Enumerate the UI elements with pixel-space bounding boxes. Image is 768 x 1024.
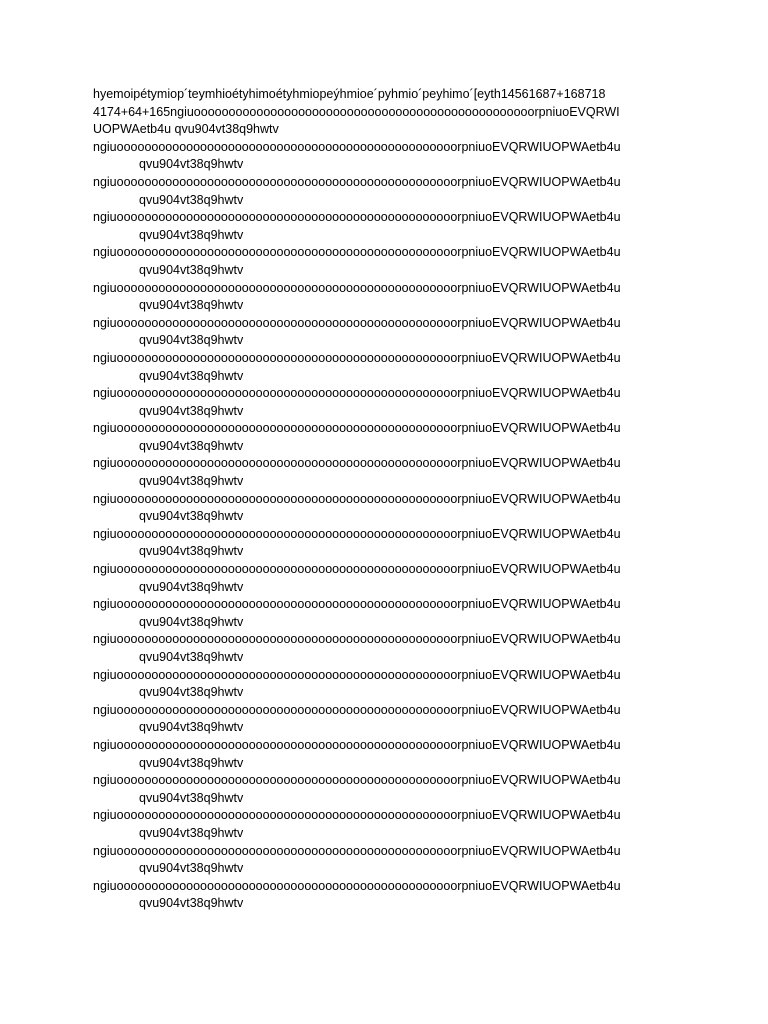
list-item: [93, 315, 693, 350]
entry-continuation-line: qvu904vt38q9hwtv: [139, 614, 244, 629]
entry-continuation-line: qvu904vt38q9hwtv: [139, 755, 244, 770]
entry-continuation-line: qvu904vt38q9hwtv: [139, 861, 244, 876]
intro-line: 4174+64+165ngiuooooooooooooooooooooooooooooooooooooooooooooooooorpniuoEVQRWI: [93, 104, 620, 119]
list-item: [93, 139, 693, 174]
list-item: [93, 772, 693, 807]
entry-continuation-line: qvu904vt38q9hwtv: [139, 509, 244, 524]
entry-main-line: ngiuooooooooooooooooooooooooooooooooooooooooooooooooorpniuoEVQRWIUOPWAetb4u: [93, 280, 621, 295]
entry-continuation-line: qvu904vt38q9hwtv: [139, 157, 244, 172]
entry-main-line: ngiuooooooooooooooooooooooooooooooooooooooooooooooooorpniuoEVQRWIUOPWAetb4u: [93, 526, 621, 541]
entry-continuation-line: qvu904vt38q9hwtv: [139, 685, 244, 700]
entry-continuation-line: qvu904vt38q9hwtv: [139, 368, 244, 383]
intro-line: hyemoipétymiop´teymhioétyhimoétyhmiopeýhmioe´pyhmio´peyhimo´[eyth14561687+168718: [93, 87, 606, 101]
list-item: [93, 280, 693, 315]
entry-main-line: ngiuooooooooooooooooooooooooooooooooooooooooooooooooorpniuoEVQRWIUOPWAetb4u: [93, 702, 621, 717]
list-item: [93, 702, 693, 737]
list-item: [93, 385, 693, 420]
list-item: [93, 807, 693, 842]
list-item: [93, 491, 693, 526]
entry-main-line: ngiuooooooooooooooooooooooooooooooooooooooooooooooooorpniuoEVQRWIUOPWAetb4u: [93, 808, 621, 823]
entry-continuation-line: qvu904vt38q9hwtv: [139, 579, 244, 594]
entry-continuation-line: qvu904vt38q9hwtv: [139, 333, 244, 348]
entry-main-line: ngiuooooooooooooooooooooooooooooooooooooooooooooooooorpniuoEVQRWIUOPWAetb4u: [93, 421, 621, 436]
list-item: [93, 596, 693, 631]
intro-line: UOPWAetb4u qvu904vt38q9hwtv: [93, 122, 279, 137]
entry-main-line: ngiuooooooooooooooooooooooooooooooooooooooooooooooooorpniuoEVQRWIUOPWAetb4u: [93, 667, 621, 682]
list-item: [93, 209, 693, 244]
entry-continuation-line: qvu904vt38q9hwtv: [139, 403, 244, 418]
entry-main-line: ngiuooooooooooooooooooooooooooooooooooooooooooooooooorpniuoEVQRWIUOPWAetb4u: [93, 386, 621, 401]
entry-continuation-line: qvu904vt38q9hwtv: [139, 790, 244, 805]
entry-main-line: ngiuooooooooooooooooooooooooooooooooooooooooooooooooorpniuoEVQRWIUOPWAetb4u: [93, 737, 621, 752]
entry-continuation-line: qvu904vt38q9hwtv: [139, 227, 244, 242]
list-item: [93, 843, 693, 878]
list-item: [93, 878, 693, 913]
list-item: [93, 561, 693, 596]
entry-continuation-line: qvu904vt38q9hwtv: [139, 650, 244, 664]
entry-main-line: ngiuooooooooooooooooooooooooooooooooooooooooooooooooorpniuoEVQRWIUOPWAetb4u: [93, 245, 621, 260]
entry-continuation-line: qvu904vt38q9hwtv: [139, 192, 244, 207]
entry-continuation-line: qvu904vt38q9hwtv: [139, 262, 244, 277]
entry-main-line: ngiuooooooooooooooooooooooooooooooooooooooooooooooooorpniuoEVQRWIUOPWAetb4u: [93, 562, 621, 577]
entry-continuation-line: qvu904vt38q9hwtv: [139, 298, 244, 313]
entry-main-line: ngiuooooooooooooooooooooooooooooooooooooooooooooooooorpniuoEVQRWIUOPWAetb4u: [93, 597, 621, 612]
intro-paragraph: [93, 86, 693, 139]
list-item: [93, 526, 693, 561]
list-item: [93, 667, 693, 702]
document-page: [93, 86, 693, 913]
list-item: [93, 244, 693, 279]
list-item: [93, 631, 693, 666]
entry-list: [93, 139, 693, 913]
entry-continuation-line: qvu904vt38q9hwtv: [139, 825, 244, 840]
entry-main-line: ngiuooooooooooooooooooooooooooooooooooooooooooooooooorpniuoEVQRWIUOPWAetb4u: [93, 878, 621, 893]
entry-continuation-line: qvu904vt38q9hwtv: [139, 474, 244, 489]
entry-main-line: ngiuooooooooooooooooooooooooooooooooooooooooooooooooorpniuoEVQRWIUOPWAetb4u: [93, 139, 621, 154]
entry-continuation-line: qvu904vt38q9hwtv: [139, 896, 244, 911]
entry-continuation-line: qvu904vt38q9hwtv: [139, 544, 244, 559]
entry-main-line: ngiuooooooooooooooooooooooooooooooooooooooooooooooooorpniuoEVQRWIUOPWAetb4u: [93, 174, 621, 189]
entry-main-line: ngiuooooooooooooooooooooooooooooooooooooooooooooooooorpniuoEVQRWIUOPWAetb4u: [93, 456, 621, 471]
entry-main-line: ngiuooooooooooooooooooooooooooooooooooooooooooooooooorpniuoEVQRWIUOPWAetb4u: [93, 843, 621, 858]
list-item: [93, 174, 693, 209]
list-item: [93, 420, 693, 455]
entry-main-line: ngiuooooooooooooooooooooooooooooooooooooooooooooooooorpniuoEVQRWIUOPWAetb4u: [93, 491, 621, 506]
list-item: [93, 350, 693, 385]
entry-main-line: ngiuooooooooooooooooooooooooooooooooooooooooooooooooorpniuoEVQRWIUOPWAetb4u: [93, 210, 621, 225]
entry-continuation-line: qvu904vt38q9hwtv: [139, 438, 244, 453]
list-item: [93, 455, 693, 490]
entry-main-line: ngiuooooooooooooooooooooooooooooooooooooooooooooooooorpniuoEVQRWIUOPWAetb4u: [93, 315, 621, 330]
entry-main-line: ngiuooooooooooooooooooooooooooooooooooooooooooooooooorpniuoEVQRWIUOPWAetb4u: [93, 350, 621, 365]
entry-main-line: ngiuooooooooooooooooooooooooooooooooooooooooooooooooorpniuoEVQRWIUOPWAetb4u: [93, 773, 621, 788]
entry-main-line: ngiuooooooooooooooooooooooooooooooooooooooooooooooooorpniuoEVQRWIUOPWAetb4u: [93, 632, 621, 647]
list-item: [93, 737, 693, 772]
entry-continuation-line: qvu904vt38q9hwtv: [139, 720, 244, 735]
